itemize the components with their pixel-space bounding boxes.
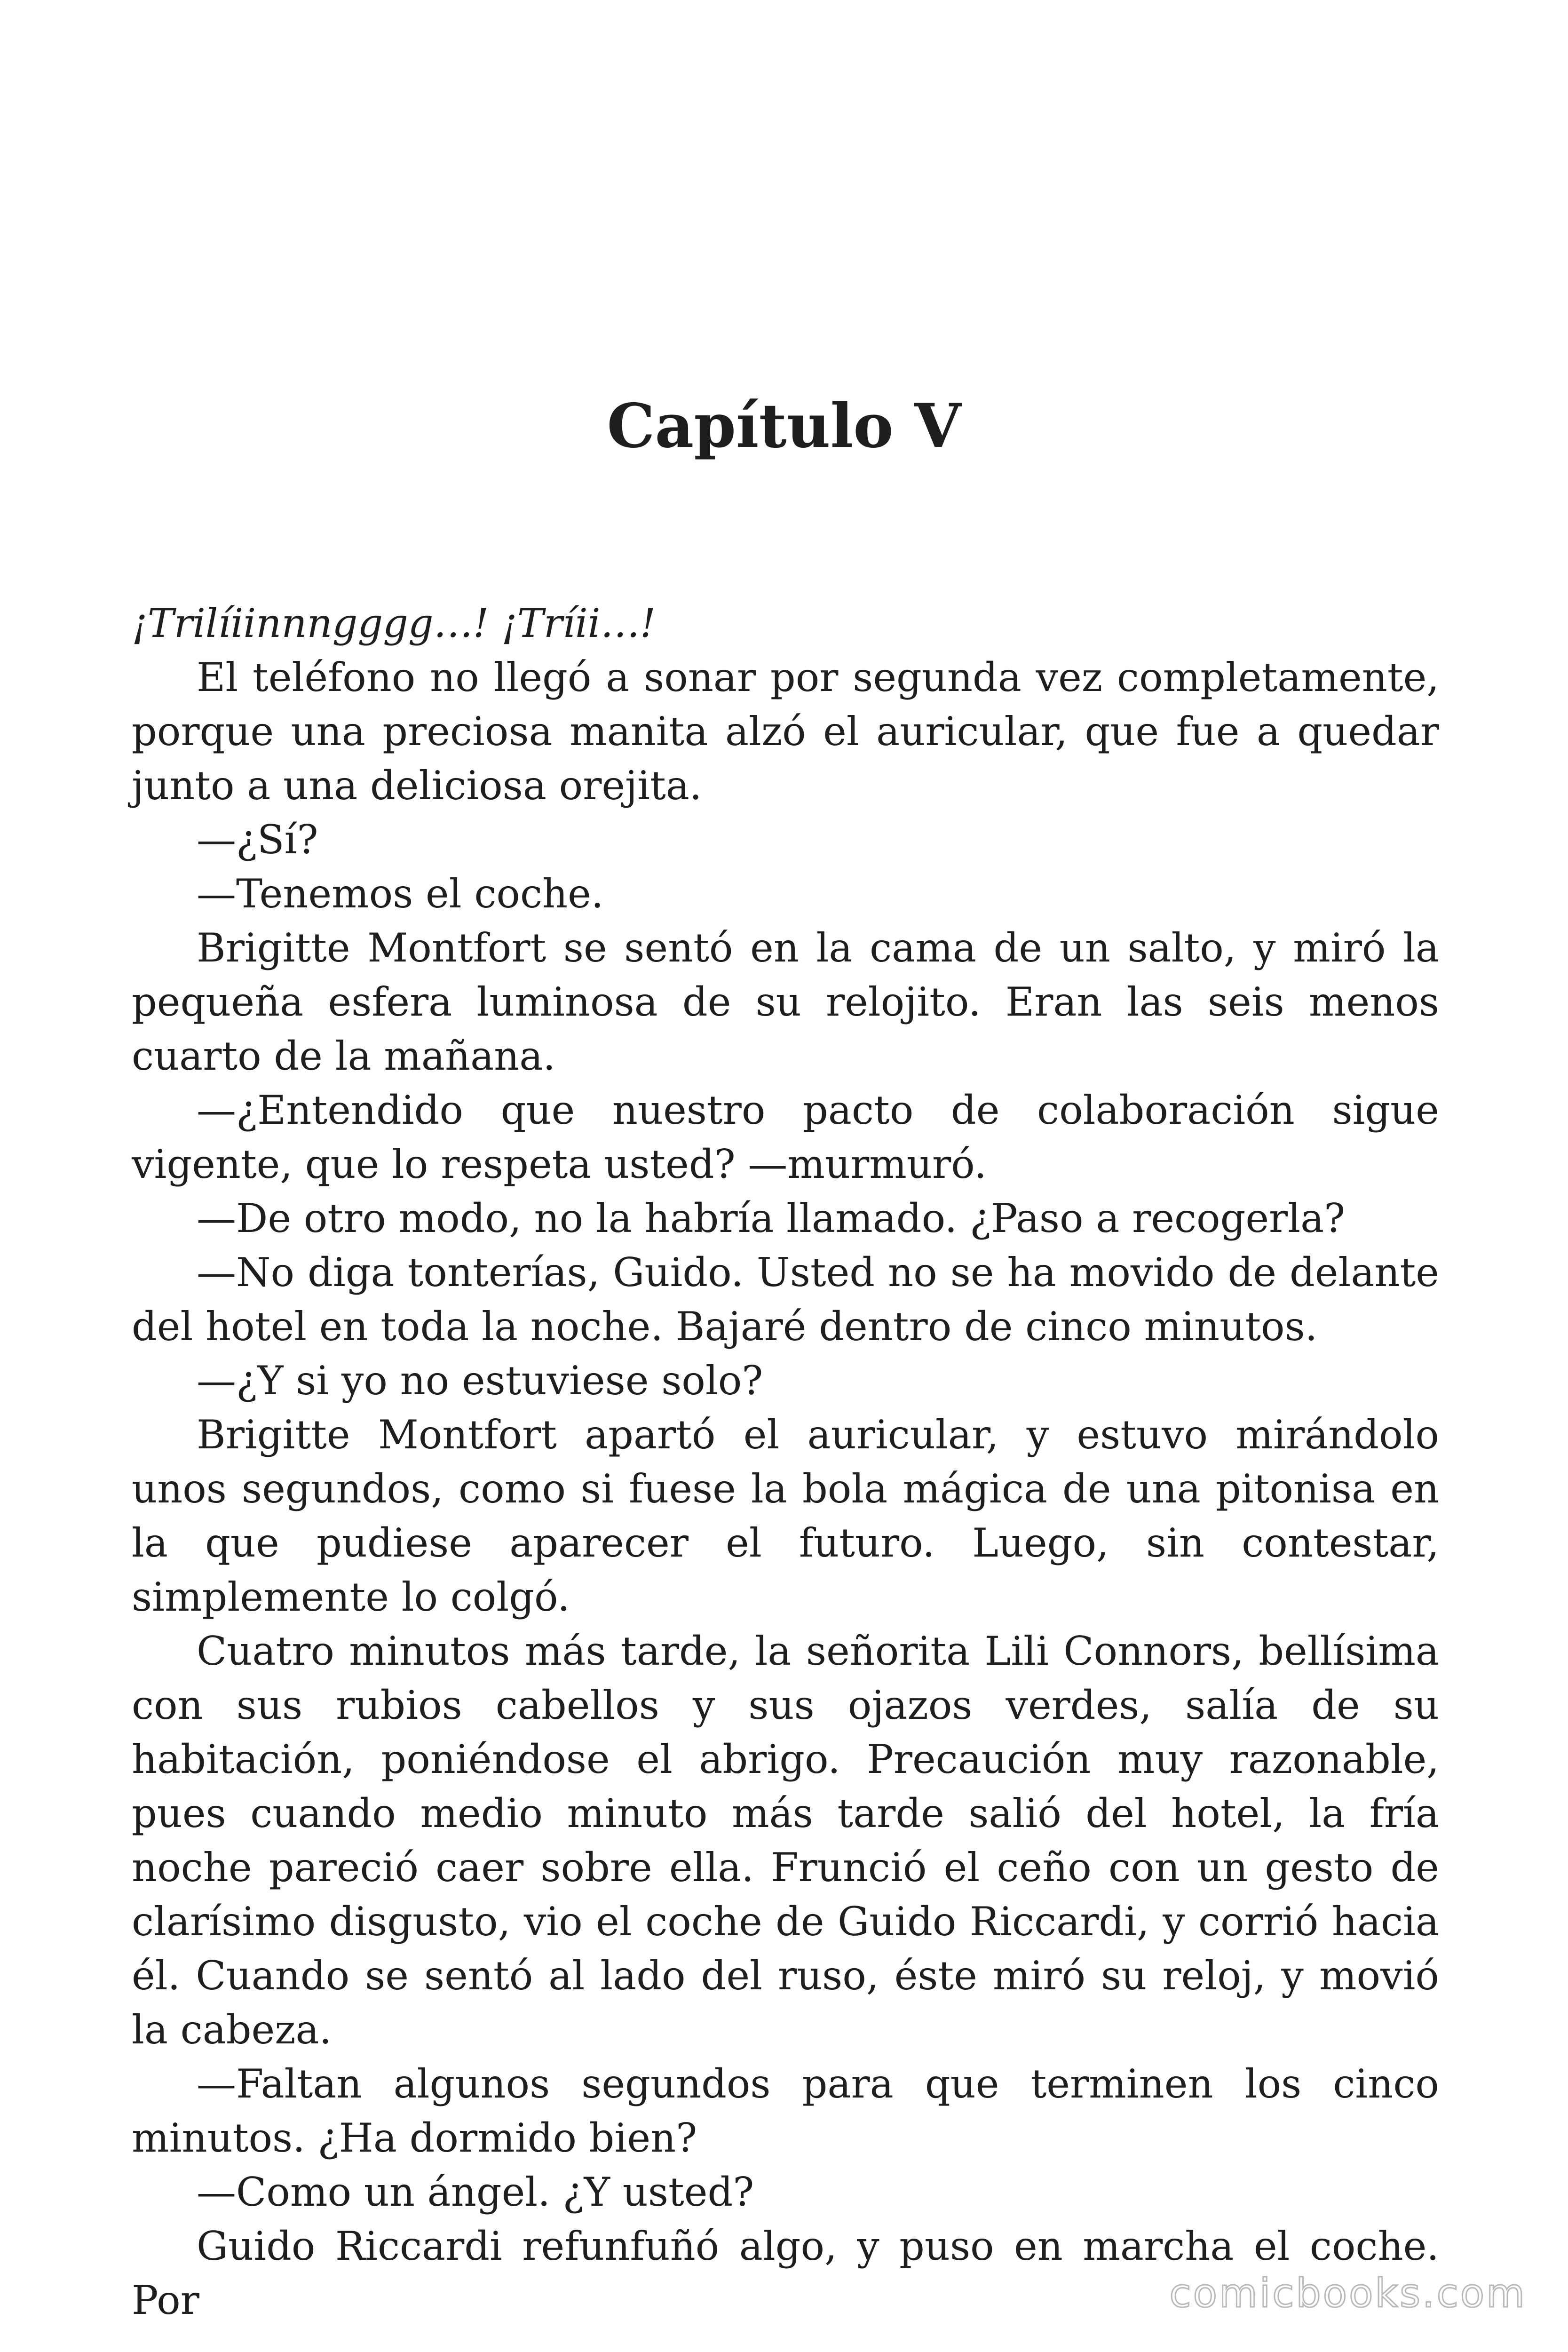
paragraph: Brigitte Montfort se sentó en la cama de un salto, y miró la pequeña esfera luminosa de su relojito. Eran las seis menos cuarto de la mañana. — [132, 925, 1439, 1079]
paragraph: Brigitte Montfort apartó el auricular, y estuvo mirándolo unos segundos, como si fuese la bola mágica de una pitonisa en la que pudiese aparecer el futuro. Luego, sin contestar, simplemente lo colgó. — [132, 1412, 1439, 1620]
dialogue-line: —Tenemos el coche. — [197, 871, 604, 917]
dialogue-line: —No diga tonterías, Guido. Usted no se ha movido de delante del hotel en toda la noche. Bajaré dentro de cinco minutos. — [132, 1249, 1439, 1350]
watermark: comicbooks.com — [1169, 2270, 1527, 2316]
chapter-body — [132, 596, 1439, 2328]
dialogue-line: —Faltan algunos segundos para que terminen los cinco minutos. ¿Ha dormido bien? — [132, 2061, 1439, 2161]
paragraph: Guido Riccardi refunfuñó algo, y puso en marcha el coche. Por — [132, 2223, 1439, 2323]
dialogue-line: —Como un ángel. ¿Y usted? — [197, 2169, 754, 2215]
opening-sound-line: ¡Trilíiinnngggg…! ¡Tríii…! — [132, 600, 656, 646]
paragraph: Cuatro minutos más tarde, la señorita Lili Connors, bellísima con sus rubios cabellos y sus ojazos verdes, salía de su habitación, poniéndose el abrigo. Precaución muy razonable, pues cuando medio minuto más tarde salió del hotel, la fría noche pareció caer sobre ella. Frunció el ceño con un gesto de clarísimo disgusto, vio el coche de Guido Riccardi, y corrió hacia él. Cuando se sentó al lado del ruso, éste miró su reloj, y movió la cabeza. — [132, 1628, 1439, 2053]
dialogue-line: —¿Entendido que nuestro pacto de colaboración sigue vigente, que lo respeta usted? —murmuró. — [132, 1087, 1439, 1187]
dialogue-line: —De otro modo, no la habría llamado. ¿Paso a recogerla? — [197, 1195, 1346, 1241]
chapter-title: Capítulo V — [607, 391, 961, 461]
dialogue-line: —¿Y si yo no estuviese solo? — [197, 1358, 763, 1404]
paragraph: El teléfono no llegó a sonar por segunda vez completamente, porque una preciosa manita alzó el auricular, que fue a quedar junto a una deliciosa orejita. — [132, 654, 1439, 809]
dialogue-line: —¿Sí? — [197, 817, 318, 863]
